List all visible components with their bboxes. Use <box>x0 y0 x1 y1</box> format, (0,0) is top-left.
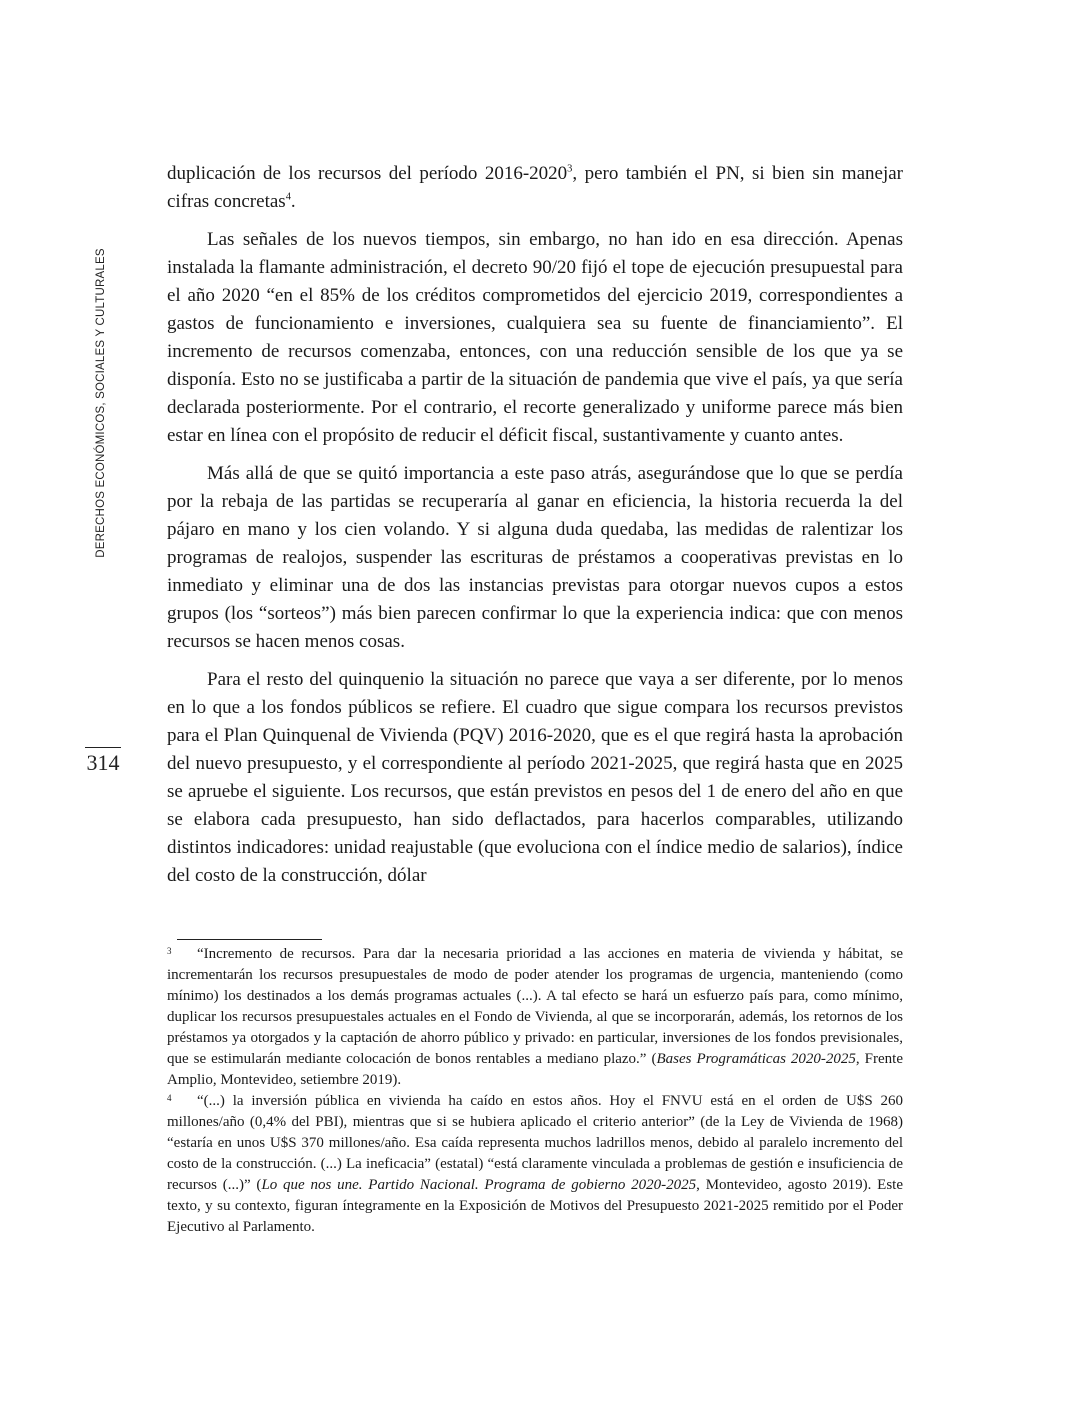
paragraph <box>167 666 903 890</box>
footnotes <box>167 944 903 1238</box>
footnote-separator <box>177 939 322 940</box>
text-segment: duplicación de los recursos del período 2016-2020 <box>167 163 568 184</box>
page-number-rule <box>85 747 121 748</box>
footnote-ref-3[interactable]: 3 <box>567 163 573 175</box>
cited-title: Bases Programáticas 2020-2025 <box>656 1051 856 1067</box>
running-header-section-title: DERECHOS ECONÓMICOS, SOCIALES Y CULTURALES <box>95 248 107 558</box>
footnote-number: 4 <box>167 1093 172 1103</box>
footnote-3 <box>167 944 903 1091</box>
text-segment: , Montevideo, agosto 2019). Este texto, y su contexto, figuran íntegramente en la Exposición de Motivos del Presupuesto 2021-2025 remitido por el Poder Ejecutivo al Parlamento. <box>167 1177 903 1235</box>
text-segment: . <box>290 191 296 212</box>
paragraph-continuation <box>167 160 903 216</box>
text-segment: Las señales de los nuevos tiempos, sin embargo, no han ido en esa dirección. Apenas instalada la flamante administración, el decreto 90/20 fijó el tope de ejecución presupuestal para el año 2020 “en el 85% de los créditos comprometidos del ejercicio 2019, correspondientes a gastos de funcionamiento e inversiones, cualquiera sea su fuente de financiamiento”. El incremento de recursos comenzaba, entonces, con una reducción sensible de los que ya se disponía. Esto no se justificaba a partir de la situación de pandemia que vive el país, ya que sería declarada posteriormente. Por el contrario, el recorte generalizado y uniforme parece más bien estar en línea con el propósito de reducir el déficit fiscal, sustantivamente y cuanto antes. <box>167 229 903 446</box>
footnote-number: 3 <box>167 946 172 956</box>
text-segment: Para el resto del quinquenio la situación no parece que vaya a ser diferente, por lo menos en lo que a los fondos públicos se refiere. El cuadro que sigue compara los recursos previstos para el Plan Quinquenal de Vivienda (PQV) 2016-2020, que es el que regirá hasta la aprobación del nuevo presupuesto, y el correspondiente al período 2021-2025, que regirá hasta que en 2025 se apruebe el siguiente. Los recursos, que están previstos en pesos del 1 de enero del año en que se elabora cada presupuesto, han sido deflactados, para hacerlos comparables, utilizando distintos indicadores: unidad reajustable (que evoluciona con el índice medio de salarios), índice del costo de la construcción, dólar <box>167 669 903 886</box>
body-text <box>167 160 903 900</box>
paragraph <box>167 460 903 656</box>
paragraph <box>167 226 903 450</box>
cited-title: Lo que nos une. Partido Nacional. Programa de gobierno 2020-2025 <box>261 1177 697 1193</box>
text-segment: , Frente Amplio, Montevideo, setiembre 2019). <box>167 1051 903 1088</box>
text-segment: “(...) la inversión pública en vivienda ha caído en estos años. Hoy el FNVU está en el orden de U$S 260 millones/año (0,4% del PBI), mientras que si se hubiera aplicado el criterio anterior” (de la Ley de Vivienda de 1968) “estaría en unos U$S 370 millones/año. Esa caída representa muchos ladrillos menos, debido al paralelo incremento del costo de la construcción. (...) La ineficacia” (estatal) “está claramente vinculada a problemas de gestión e insuficiencia de recursos (...)” ( <box>167 1093 903 1193</box>
text-segment: Más allá de que se quitó importancia a este paso atrás, asegurándose que lo que se perdía por la rebaja de las partidas se recuperaría al ganar en eficiencia, la historia recuerda la del pájaro en mano y los cien volando. Y si alguna duda quedaba, las medidas de ralentizar los programas de realojos, suspender las escrituras de préstamos a cooperativas previstas en lo inmediato y eliminar una de dos las instancias previstas para otorgar nuevos cupos a estos grupos (los “sorteos”) más bien parecen confirmar lo que la experiencia indica: que con menos recursos se hacen menos cosas. <box>167 463 903 652</box>
text-segment: “Incremento de recursos. Para dar la necesaria prioridad a las acciones en materia de vivienda y hábitat, se incrementarán los recursos presupuestales de modo de poder atender los programas de urgencia, manteniendo (como mínimo) los destinados a los demás programas actuales (...). A tal efecto se hará un esfuerzo país para, como mínimo, duplicar los recursos presupuestales actuales en el Fondo de Vivienda, al que se incorporarán, además, los retornos de los préstamos ya otorgados y la captación de ahorro público y privado: en particular, inversiones de los fondos previsionales, que se estimularán mediante colocación de bonos rentables a mediano plazo.” ( <box>167 946 903 1067</box>
footnote-4 <box>167 1091 903 1238</box>
text-segment: , pero también el PN, si bien sin manejar cifras concretas <box>167 163 903 212</box>
page-number: 314 <box>86 750 120 775</box>
footnote-ref-4[interactable]: 4 <box>285 191 291 203</box>
